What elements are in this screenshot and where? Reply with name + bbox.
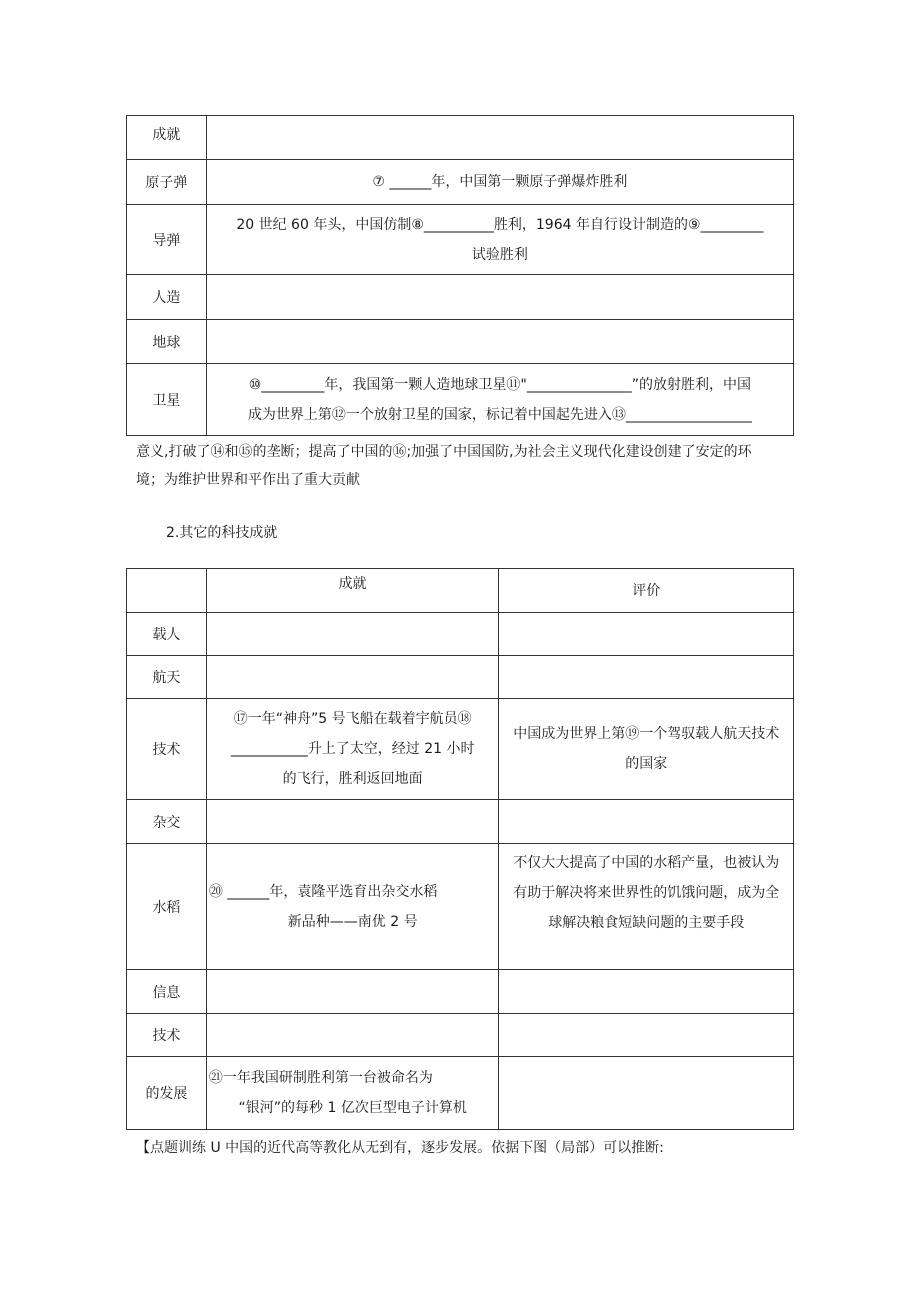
row-label-info-1: 信息 (127, 970, 207, 1014)
cell-empty (499, 970, 794, 1014)
rice-ach-line-2: 新品种——南优 2 号 (287, 913, 418, 930)
row-label-manned-2: 航天 (127, 656, 207, 699)
info-ach-line-1: ㉑一年我国研制胜利第一台被命名为 (208, 1070, 433, 1086)
manned-eva-line-2: 的国家 (625, 756, 668, 772)
cell-empty (206, 275, 793, 320)
row-label-satellite-1: 人造 (127, 275, 207, 320)
missile-line-1: 20 世纪 60 年头，中国仿制⑧__________胜利，1964 年自行设计制造的⑨_________ (236, 216, 764, 233)
cell-empty (499, 656, 794, 699)
cell-info-achievement (206, 1057, 499, 1130)
other-achievements-table (126, 568, 794, 1130)
info-ach-line-2: “银河”的每秒 1 亿次巨型电子计算机 (238, 1100, 467, 1116)
cell-empty (499, 613, 794, 656)
cell-empty (499, 1014, 794, 1057)
cell-empty (206, 116, 793, 160)
cell-empty (206, 320, 793, 364)
rice-eva-line-1: 不仅大大提高了中国的水稻产量，也被认为 (513, 855, 780, 871)
cell-manned-evaluation (499, 699, 794, 800)
section-title: 2.其它的科技成就 (166, 525, 278, 541)
cell-manned-achievement (206, 699, 499, 800)
rice-eva-line-3: 球解决粮食短缺问题的主要手段 (548, 915, 745, 931)
row-label-info-3: 的发展 (127, 1057, 207, 1130)
significance-paragraph (136, 438, 808, 494)
row-label-missile: 导弹 (127, 205, 207, 275)
satellite-line-1: ⑩_________年，我国第一颗人造地球卫星⑪"_______________”的放射胜利，中国 (248, 376, 752, 393)
row-label-manned-3: 技术 (127, 699, 207, 800)
manned-ach-line-1: ⑰一年“神舟”5 号飞船在载着宇航员⑱ (233, 711, 472, 727)
satellite-line-2: 成为世界上第⑫一个放射卫星的国家，标记着中国起先进入⑬__________________ (247, 406, 752, 423)
header-evaluation: 评价 (499, 569, 794, 613)
cell-empty (206, 613, 499, 656)
cell-satellite (206, 364, 793, 436)
cell-empty (206, 1014, 499, 1057)
row-label-rice-1: 杂交 (127, 800, 207, 844)
rice-eva-line-2: 有助于解决将来世界性的饥饿问题，成为全 (513, 885, 780, 901)
missile-line-2: 试验胜利 (471, 246, 528, 263)
cell-empty (206, 656, 499, 699)
row-label-atomic-bomb: 原子弹 (127, 160, 207, 205)
cell-rice-evaluation (499, 844, 794, 970)
row-label-satellite-3: 卫星 (127, 364, 207, 436)
row-label-info-2: 技术 (127, 1014, 207, 1057)
header-empty (127, 569, 207, 613)
header-achievement: 成就 (206, 569, 499, 613)
row-label-manned-1: 载人 (127, 613, 207, 656)
cell-empty (206, 800, 499, 844)
row-label-rice-2: 水稻 (127, 844, 207, 970)
cell-atomic-bomb: ⑦ ______年，中国第一颗原子弹爆炸胜利 (206, 160, 793, 205)
cell-empty (206, 970, 499, 1014)
atomic-achievements-table (126, 115, 794, 436)
exercise-prompt: 【点题训练 U 中国的近代高等教化从无到有，逐步发展。依据下图（局部）可以推断: (136, 1140, 664, 1156)
significance-line-2: 境；为维护世界和平作出了重大贡献 (136, 472, 360, 488)
manned-ach-line-3: 的飞行，胜利返回地面 (282, 771, 423, 787)
manned-ach-line-2: ___________升上了太空，经过 21 小时 (230, 741, 475, 757)
rice-ach-line-1: ⑳ ______年，袁隆平选育出杂交水稻 (208, 883, 438, 900)
manned-eva-line-1: 中国成为世界上第⑲一个驾驭载人航天技术 (513, 726, 780, 742)
row-label-satellite-2: 地球 (127, 320, 207, 364)
cell-missile (206, 205, 793, 275)
cell-empty (499, 1057, 794, 1130)
significance-line-1: 意义,打破了⑭和⑮的垄断；提高了中国的⑯;加强了中国国防,为社会主义现代化建设创建了安定的环 (136, 444, 752, 460)
cell-rice-achievement (206, 844, 499, 970)
row-label-achievement: 成就 (127, 116, 207, 160)
cell-empty (499, 800, 794, 844)
